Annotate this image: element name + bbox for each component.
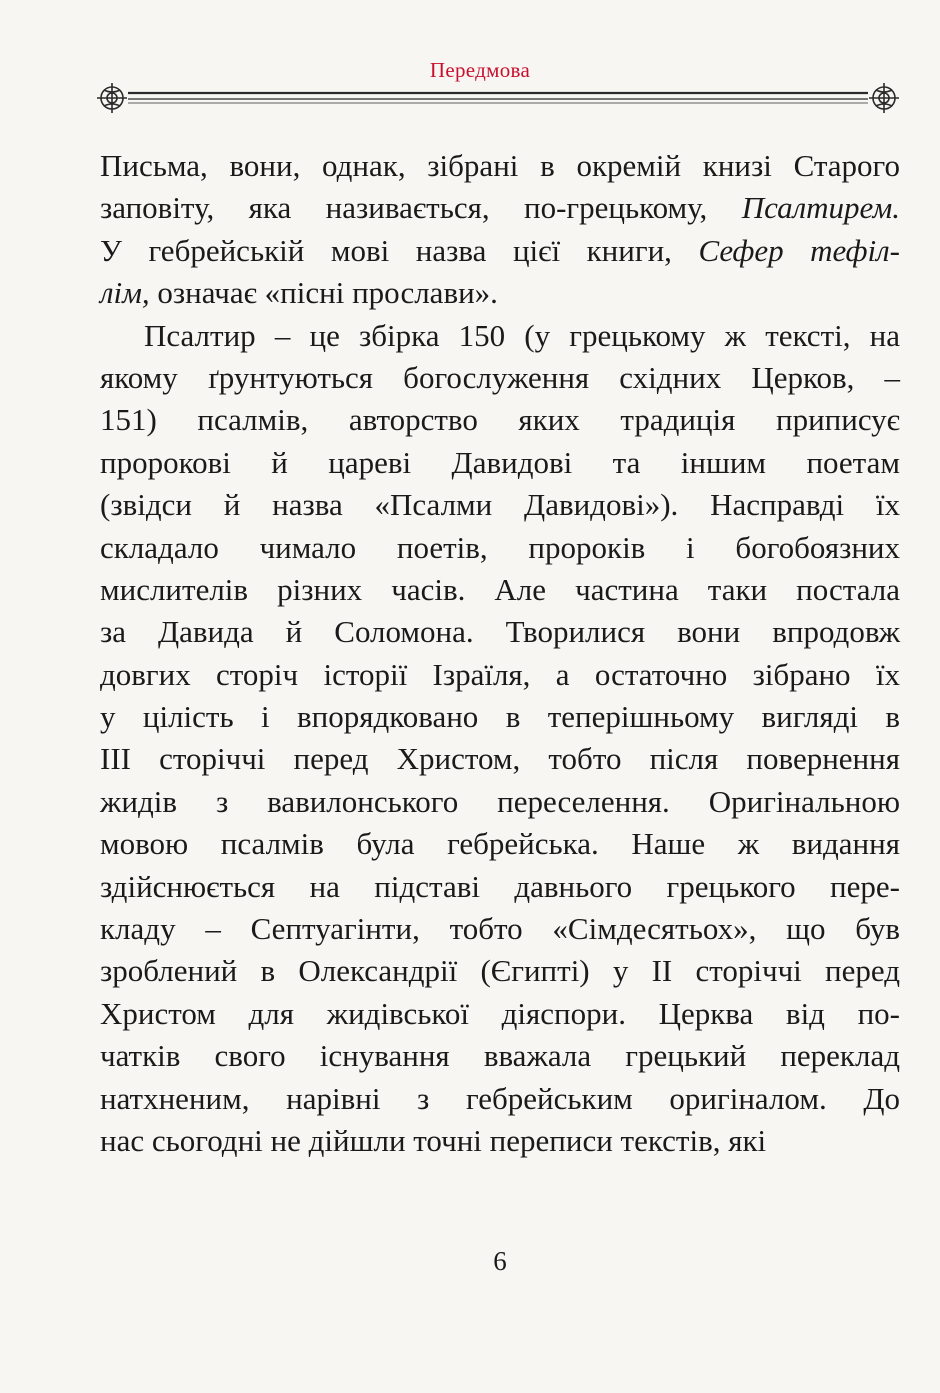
text-line	[100, 399, 900, 441]
text-segment: натхненим, нарівні з гебрейським оригіналом. До	[100, 1080, 900, 1116]
text-line	[100, 908, 900, 950]
text-line	[100, 611, 900, 653]
text-segment: Письма, вони, однак, зібрані в окремій книзі Старого	[100, 148, 900, 183]
text-segment: Псалтир – це збірка 150 (у грецькому ж тексті, на	[144, 317, 900, 353]
italic-term: лім,	[100, 275, 150, 311]
text-line	[100, 230, 900, 272]
right-ornament-icon	[869, 83, 899, 113]
text-segment: чатків свого існування вважала грецький переклад	[100, 1038, 900, 1074]
text-line	[100, 993, 900, 1035]
text-line	[100, 696, 900, 738]
text-segment: У гебрейській мові назва цієї книги,	[100, 232, 699, 268]
text-segment: у цілість і впорядковано в теперішньому вигляді в	[100, 699, 900, 735]
text-segment: зроблений в Олександрії (Єгипті) у ІІ сторіччі перед	[100, 953, 900, 989]
text-segment: здійснюється на підставі давнього грецького пере-	[100, 868, 900, 904]
text-line	[100, 484, 900, 526]
text-segment: означає «пісні прослави».	[149, 275, 498, 311]
text-line	[100, 145, 900, 187]
rule-lines	[128, 93, 868, 103]
text-segment: мислителів різних часів. Але частина таки постала	[100, 571, 900, 607]
text-line	[100, 442, 900, 484]
text-line	[100, 1035, 900, 1077]
italic-term: Псалтирем.	[741, 190, 900, 226]
text-segment: нас сьогодні не дійшли точні переписи текстів, які	[100, 1122, 767, 1158]
text-line	[100, 527, 900, 569]
page-number: 6	[493, 1246, 507, 1276]
text-line	[100, 1078, 900, 1120]
text-segment: (звідси й назва «Псалми Давидові»). Насправді їх	[100, 487, 900, 523]
text-line	[100, 866, 900, 908]
text-segment: заповіту, яка називається, по-грецькому,	[100, 190, 742, 226]
paragraph	[100, 145, 900, 315]
text-line	[100, 315, 900, 357]
text-segment: пророкові й цареві Давидові та іншим поетам	[100, 444, 900, 480]
text-segment: Христом для жидівської діяспори. Церква від по-	[100, 995, 900, 1031]
text-line	[100, 187, 900, 229]
italic-term: Сефер тефіл-	[698, 232, 900, 268]
body-text	[100, 145, 900, 1162]
text-segment: кладу – Септуагінти, тобто «Сімдесятьох», що був	[100, 911, 900, 947]
ornamental-rule	[96, 80, 900, 116]
text-segment: за Давида й Соломона. Творилися вони впродовж	[100, 614, 900, 650]
text-line	[100, 738, 900, 780]
running-header: Передмова	[429, 58, 531, 82]
text-segment: 151) псалмів, авторство яких традиція приписує	[100, 402, 900, 438]
text-line	[100, 781, 900, 823]
text-line	[100, 569, 900, 611]
text-segment: ІІІ сторіччі перед Христом, тобто після повернення	[100, 741, 900, 777]
left-ornament-icon	[97, 83, 127, 113]
text-segment: жидів з вавилонського переселення. Оригінальною	[100, 783, 900, 819]
text-segment: якому ґрунтуються богослуження східних Церков, –	[100, 359, 900, 395]
text-segment: складало чимало поетів, пророків і богобоязних	[100, 529, 900, 565]
text-line	[100, 823, 900, 865]
text-line	[100, 272, 900, 314]
text-line	[100, 950, 900, 992]
paragraph	[100, 315, 900, 1163]
text-segment: мовою псалмів була гебрейська. Наше ж видання	[100, 826, 900, 862]
text-segment: довгих сторіч історії Ізраїля, а остаточно зібрано їх	[100, 656, 900, 692]
text-line	[100, 654, 900, 696]
text-line	[100, 1120, 900, 1162]
text-line	[100, 357, 900, 399]
